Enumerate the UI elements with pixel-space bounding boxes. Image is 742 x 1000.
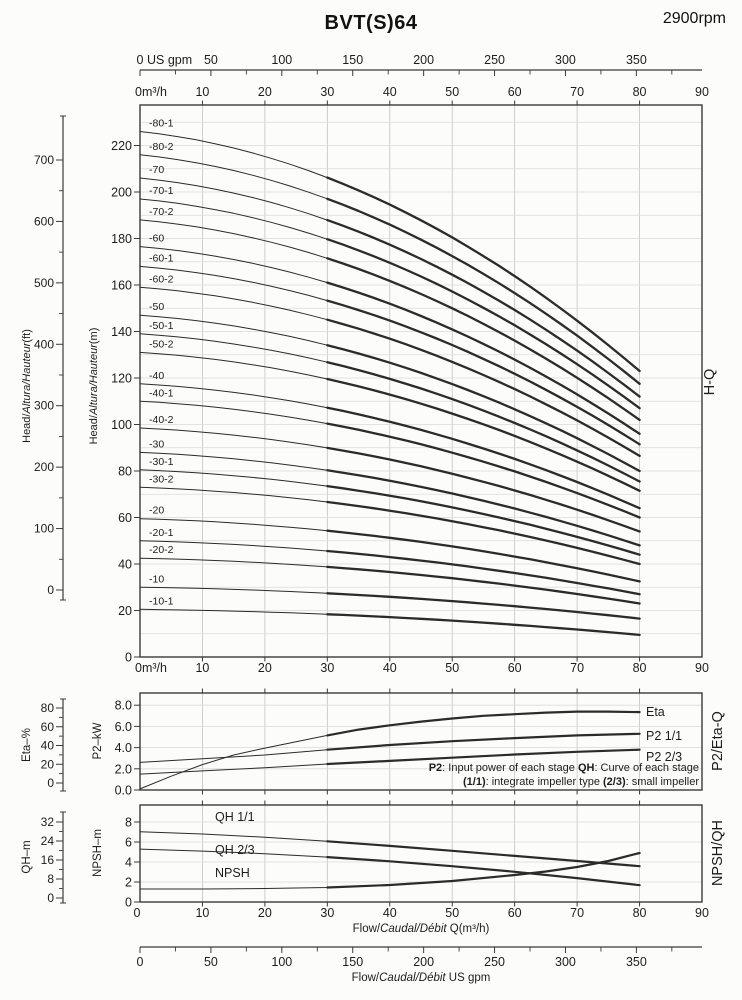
tick-label: 300: [33, 398, 54, 413]
bottom-gpm-axis: [137, 947, 702, 984]
tick-label: 2.0: [114, 762, 132, 777]
series-label: P2 2/3: [646, 750, 683, 764]
hq-curve-label: -20-2: [149, 544, 174, 557]
hq-chart: [111, 101, 709, 676]
chart-title: BVT(S)64: [324, 12, 418, 34]
tick-label: 150: [342, 53, 364, 67]
tick-label: 100: [271, 955, 293, 969]
tick-label: 8.0: [114, 698, 132, 713]
hq-curve-label: -30-1: [149, 455, 174, 468]
tick-label: 20: [257, 661, 272, 675]
hq-curve-60-1: [327, 301, 639, 445]
tick-label: 250: [484, 53, 505, 67]
tick-label: 50: [203, 53, 218, 67]
hq-curve-label: -40-1: [149, 387, 174, 400]
hq-curve-10-1-lead: [140, 609, 327, 614]
tick-label: 300: [555, 955, 576, 969]
tick-label: 60: [507, 661, 522, 675]
tick-label: 400: [33, 337, 54, 352]
tick-label: 40: [118, 557, 132, 572]
hq-curve-50: [327, 345, 639, 471]
tick-label: 200: [413, 53, 435, 67]
tick-label: 40: [382, 85, 397, 99]
npsh-qh-chart: [125, 801, 709, 936]
tick-label: 220: [111, 139, 132, 153]
hq-curve-label: -80-2: [149, 140, 174, 153]
p2eta-right-label: P2/Eta-Q: [710, 711, 726, 771]
m3h-caption: Flow/Caudal/Débit Q(m³/h): [352, 923, 490, 935]
tick-label: 100: [33, 521, 54, 536]
tick-label: 80: [632, 661, 647, 675]
hq-right-label: H-Q: [702, 368, 718, 396]
hq-curve-10-1: [327, 614, 639, 635]
tick-label: 40: [382, 661, 397, 675]
rpm-label: 2900rpm: [662, 10, 726, 27]
tick-label: 0: [133, 906, 141, 920]
tick-label: 500: [33, 275, 54, 290]
hq-curve-label: -70-2: [149, 205, 174, 218]
tick-label: 0: [47, 891, 54, 905]
tick-label: 90: [695, 85, 709, 99]
tick-label: 0: [136, 955, 144, 969]
ft-axis-label: Head/Altura/Hauteur(ft): [21, 329, 33, 443]
hq-curve-label: -70-1: [149, 184, 174, 197]
tick-label: 40: [40, 738, 54, 753]
qh-ruler: [21, 812, 66, 905]
m3h-zero-label: 0m³/h: [135, 85, 167, 99]
tick-label: 80: [40, 701, 54, 715]
hq-curve-label: -10-1: [149, 595, 174, 608]
tick-label: 60: [507, 906, 522, 920]
tick-label: 700: [33, 152, 54, 167]
tick-label: 50: [445, 906, 460, 920]
tick-label: 200: [413, 955, 435, 969]
note-line-2: (1/1): integrate impeller type (2/3): small impeller: [463, 776, 699, 788]
tick-label: 8: [47, 872, 54, 886]
tick-label: 80: [632, 85, 647, 99]
tick-label: 0: [125, 650, 132, 665]
tick-label: 0: [47, 583, 54, 597]
tick-label: 150: [342, 955, 364, 969]
tick-label: 300: [555, 53, 576, 67]
tick-label: 2: [125, 875, 132, 890]
hq-curve-label: -40-2: [149, 413, 174, 426]
series-QH 1/1: [327, 841, 639, 866]
hq-curve-50-1: [327, 362, 639, 481]
m3h-zero-label: 0m³/h: [135, 661, 167, 675]
tick-label: 20: [257, 85, 272, 99]
note-line-1: P2: Input power of each stage QH: Curve of each stage: [428, 762, 699, 774]
p2-axis-label: P2–kW: [92, 722, 104, 760]
tick-label: 80: [632, 906, 647, 920]
tick-label: 120: [111, 371, 132, 386]
tick-label: 20: [257, 906, 272, 920]
tick-label: 70: [570, 85, 585, 99]
hq-curve-label: -60: [149, 232, 165, 245]
hq-curve-10-lead: [140, 587, 327, 593]
tick-label: 90: [695, 661, 709, 675]
tick-label: 4.0: [114, 741, 132, 756]
hq-curve-20-1: [327, 551, 639, 594]
tick-label: 50: [445, 661, 460, 675]
hq-curve-label: -60-1: [149, 252, 174, 265]
tick-label: 20: [40, 757, 54, 772]
hq-curve-label: -20: [149, 504, 165, 517]
eta-ruler: [21, 699, 66, 791]
ft-ruler: [21, 116, 66, 600]
tick-label: 60: [507, 85, 522, 99]
series-label: P2 1/1: [646, 729, 683, 743]
tick-label: 250: [484, 955, 505, 969]
tick-label: 30: [320, 85, 335, 99]
tick-label: 0: [125, 895, 132, 910]
tick-label: 6.0: [114, 719, 132, 734]
hq-curve-40-2: [327, 448, 639, 532]
tick-label: 30: [320, 906, 335, 920]
hq-curve-label: -10: [149, 573, 165, 586]
m-axis-label: Head/Altura/Hauteur(m): [88, 327, 100, 445]
tick-label: 100: [271, 53, 293, 67]
gpm-unit-label: US gpm: [147, 53, 193, 67]
series-label: QH 2/3: [215, 843, 255, 857]
hq-curve-label: -50-1: [149, 319, 174, 332]
tick-label: 0.0: [114, 783, 132, 798]
tick-label: 80: [118, 464, 132, 479]
tick-label: 6: [125, 835, 132, 850]
tick-label: 8: [125, 815, 132, 830]
hq-curve-label: -40: [149, 369, 165, 382]
tick-label: 200: [33, 460, 54, 475]
hq-curve-20-2-lead: [140, 558, 327, 567]
hq-curve-label: -20-1: [149, 526, 174, 539]
tick-label: 0: [47, 776, 54, 790]
tick-label: 30: [320, 661, 335, 675]
hq-curve-label: -70: [149, 164, 165, 177]
eta-axis-label: Eta–%: [21, 728, 33, 762]
hq-curve-label: -30-2: [149, 473, 174, 486]
tick-label: 4: [125, 855, 132, 870]
hq-curve-label: -80-1: [149, 117, 174, 130]
series-label: Eta: [646, 705, 665, 719]
tick-label: 100: [111, 418, 132, 432]
tick-label: 350: [625, 53, 647, 67]
tick-label: 180: [111, 232, 132, 246]
p2-eta-chart: [115, 689, 702, 798]
hq-curve-label: -50: [149, 301, 165, 314]
tick-label: 40: [382, 906, 397, 920]
tick-label: 10: [195, 661, 210, 675]
series-label: QH 1/1: [215, 810, 255, 824]
hq-curve-label: -60-2: [149, 273, 174, 286]
tick-label: 50: [203, 955, 218, 969]
tick-label: 90: [695, 906, 709, 920]
tick-label: 10: [195, 906, 210, 920]
tick-label: 20: [118, 604, 132, 618]
tick-label: 24: [40, 834, 54, 848]
tick-label: 60: [40, 719, 54, 734]
series-label: NPSH: [215, 866, 250, 880]
tick-label: 50: [445, 85, 460, 99]
top-m3h-labels: [135, 85, 709, 99]
tick-label: 16: [40, 853, 54, 867]
npsh-axis-label: NPSH–m: [92, 829, 104, 877]
hq-curve-label: -30: [149, 438, 165, 451]
tick-label: 160: [111, 278, 132, 293]
top-gpm-axis: [137, 53, 702, 76]
tick-label: 200: [111, 185, 132, 200]
tick-label: 60: [118, 511, 132, 525]
tick-label: 350: [625, 955, 647, 969]
series-Eta: [327, 712, 639, 736]
hq-curve-label: -50-2: [149, 338, 174, 351]
qh-axis-label: QH–m: [21, 840, 33, 874]
tick-label: 140: [111, 325, 132, 339]
tick-label: 70: [570, 661, 585, 675]
npshqh-right-label: NPSH/QH: [710, 819, 726, 887]
gpm-caption: Flow/Caudal/Débit US gpm: [351, 972, 491, 984]
hq-curve-40-2-lead: [140, 428, 327, 451]
hq-curve-60-2-lead: [140, 287, 327, 319]
tick-label: 32: [40, 815, 54, 829]
tick-label: 70: [570, 906, 585, 920]
tick-label: 10: [195, 85, 210, 99]
tick-label: 600: [33, 214, 54, 229]
hq-curve-40-1: [327, 424, 639, 518]
tick-label: 0: [136, 53, 144, 67]
hq-curve-30-1: [327, 486, 639, 555]
